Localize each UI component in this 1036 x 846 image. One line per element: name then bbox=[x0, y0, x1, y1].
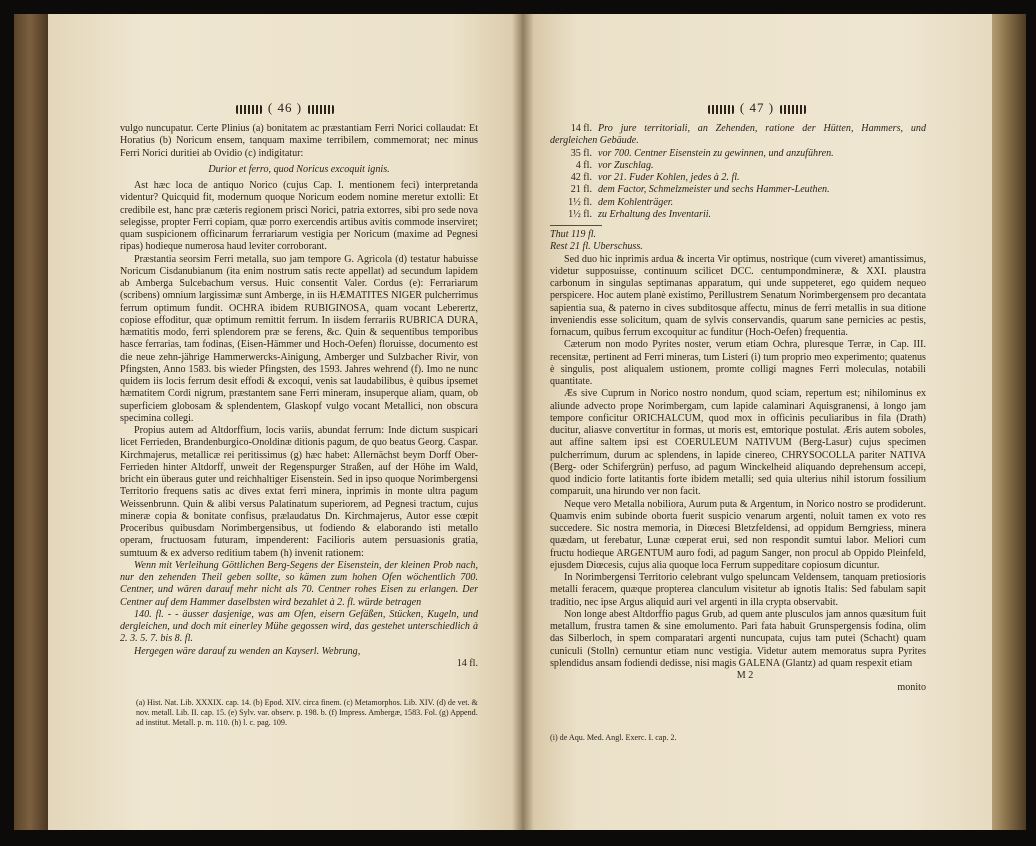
list-text: dem Kohlenträger. bbox=[598, 196, 674, 208]
book-gutter bbox=[512, 10, 534, 830]
list-amount: 42 fl. bbox=[570, 172, 592, 183]
paragraph: Ast hæc loca de antiquo Norico (cujus Cap. I. mentionem feci) interpretanda videntur? Quicquid fit, modernum quoque Noricum eodem nomine meretur extolli: Et credibile est, hanc præ cæteris regionem prisci Norici, patria extorres, sibi pro sede nova selegisse, propter Ferri copiam, quæ porro exercendis artibus avitis commode inserviret; quam suspicionem officinarum ferrariarum vestigia per Noricum (maxime ad Pegnesi ripas) hodieque numerosa haud leviter corroborant. bbox=[120, 180, 478, 253]
ornament-icon bbox=[780, 105, 806, 114]
list-item bbox=[550, 148, 926, 160]
german-quote: Hergegen wäre darauf zu wenden an Kayserl. Webrung, bbox=[134, 645, 361, 657]
list-item bbox=[550, 184, 926, 196]
paragraph: Non longe abest Altdorffio pagus Grub, ad quem ante plusculos jam annos quæsitum fuit metallum, frustra tamen & sine emolumento. Pari fata habuit Grunspergensis fodina, olim das Silberloch, in spem comparatari argenti nuncupata, cujus tam putei (Schacht) quam cuniculi (Stolln) cernuntur etiam nunc vestigia. Videtur autem memoratus supra Pyrites splendidus ansam fodiendi dedisse, nisi magis GALENA (Glantz) ad quam respexit etiam bbox=[550, 608, 926, 669]
catchword: monito bbox=[897, 682, 926, 694]
catchword: 14 fl. bbox=[456, 657, 478, 669]
list-text: vor 21. Fuder Kohlen, jedes à 2. fl. bbox=[598, 172, 740, 183]
list-item bbox=[550, 160, 926, 172]
paragraph: In Norimbergensi Territorio celebrant vulgo speluncam Veldensem, tanquam pretiosioris metalli feracem, quæque propterea clanculum visitetur ab ignotis Italis: Sed fabulam sapit traditio, nec ipse Argus aliquid auri vel argenti in illa crypta observabit. bbox=[550, 572, 926, 608]
paragraph: Æs sive Cuprum in Norico nostro nondum, quod sciam, repertum est; nihilominus ex aliunde advecto prope Norimbergam, cum lapide calaminari Aquisgranensi, à longo jam tempore conficitur ORICHALCUM, quod mox in officinis peculiaribus in fila (Drath) ducitur, aliasve convertitur in formas, ut moris est, emtorique postulat. Æris autem soboles, aut affine saltem ipsi est COERULEUM NATIVUM (Berg-Lasur) cujus specimen pulcherrimum, durum ac splendens, in lapide cinereo, CHRYSOCOLLA pariter NATIVA (Berg- oder Schifergrün) perfuso, ad pagum Winckelheid aliquando deprehensum accepi, quod indicio forte latitantis forte ibidem metalli; sed quia ulterius nihil istorum fossilium comparuit, una hirundo ver non facit. bbox=[550, 388, 926, 498]
divider bbox=[550, 225, 602, 226]
footnotes: (a) Hist. Nat. Lib. XXXIX. cap. 14. (b) Epod. XIV. circa finem. (c) Metamorphos. Lib. XIV. (d) de vet. & nov. metall. Lib. II. cap. 15. (e) Sylv. var. observ. p. 198. b. (f) Impress. Ambergæ, 1583. Fol. (g) Append. ad institut. Metall. p. m. 110. (h) l. c. pag. 109. bbox=[136, 698, 478, 727]
paragraph: Cæterum non modo Pyrites noster, verum etiam Ochra, pluresque Terræ, in Cap. III. recensitæ, pertinent ad Ferri mineras, tum Listeri (i) tum proprio meo experimento; quatenus è singulis, post aliqualem ustionem, promte colligi magnes Ferri moleculas, notabili quantitate. bbox=[550, 339, 926, 387]
total-line: Thut 119 fl. bbox=[550, 229, 597, 240]
list-amount: 21 fl. bbox=[570, 184, 592, 196]
text-column bbox=[550, 123, 926, 695]
text-column bbox=[120, 123, 478, 670]
list-item bbox=[550, 209, 926, 221]
cost-list bbox=[550, 123, 926, 254]
list-item bbox=[550, 172, 926, 184]
page-header-right bbox=[522, 100, 992, 116]
footnotes: (i) de Aqu. Med. Angl. Exerc. I. cap. 2. bbox=[550, 733, 677, 742]
list-text: dem Factor, Schmelzmeister und sechs Hammer-Leuthen. bbox=[598, 184, 830, 196]
page-header-left bbox=[48, 100, 522, 116]
paragraph: vulgo nuncupatur. Certe Plinius (a) bonitatem ac præstantiam Ferri Norici collaudat: Et Horatius (b) Noricum ensem, tanquam maxime terribilem, commemorat; nec minus Ferri Norici duritiei ab Ovidio (c) indigitatur: bbox=[120, 123, 478, 159]
list-item bbox=[550, 123, 926, 148]
paragraph: Præstantia seorsim Ferri metalla, suo jam tempore G. Agricola (d) testatur habuisse Noricum Cisdanubianum (ita enim nostrum satis recte appellat) ad secundum lapidem ab Amberga Sulcebachum versus. Huic consentit Valer. Cordus (e): Ferrariarum (scribens) omnium largissimæ sunt Amberge, in iis HÆMATITES NIGER pulcherrimus ferrum optimum fundit. OCHRA ibidem RUBIGINOSA, quam vocant Leberertz, copiose effoditur, quæ optimum remittit ferrum. In iisdem ferrariis RUBRICA DURA, hæmatitis modo, ferri splendorem præ se ferens, &c. Quin & sequentibus temporibus hasce ferrarias, tam fodinas, (Eisen-Hämmer und Hoch-Oefen) floruisse, documento est die neue zehn-jährige Hammerwercks-Ainigung, Amberger und Sulzbacher Rivir, von Pfingsten, Anno 1583. bis wieder Pfingsten, des 1593. Jahres wehrend (f). Imo ne nunc quidem iis locis ferrum desit effodi & excoqui, venis sat laudabilibus, è quibus ipsemet hæmatitem Cordi nigrum, præstantem sane Ferri mineram, insuperque aliam, quam, ob superficiem globosam & splendentem, Glaskopf vulgo vocant Metallici, non obscura specimina collegi. bbox=[120, 253, 478, 424]
paragraph: Neque vero Metalla nobiliora, Aurum puta & Argentum, in Norico nostro se prodiderunt. Quamvis enim subinde oborta fuerit suspicio venarum argenti, noluit tamen ex voto res succedere. Sic nostra memoria, in Diœcesi Bletzfeldensi, ad oppidum Berngriess, minera quædam, ut ferebatur, Lunæ cœperat erui, sed non respondit sumtui labor. Meliori cum fructu hodieque ARGENTUM auro fodi, ad pagum Sanger, non procul ab Oppido Pleinfeld, ejusdem Diœcesis, cujus alia quoque loca Ferrum suppeditare copiosum dicuntur. bbox=[550, 498, 926, 571]
left-page bbox=[48, 10, 522, 830]
german-quote: 140. fl. - - äusser dasjenige, was am Ofen, eisern Gefäßen, Stücken, Kugeln, und dergleichen, und doch mit einerley Mühe gegossen wird, das gestehet unterschiedlich à 2. 3. 5. 7. bis 8. fl. bbox=[120, 608, 478, 645]
list-amount: 1½ fl. bbox=[568, 196, 592, 208]
list-amount: 14 fl. bbox=[570, 123, 592, 134]
paragraph: Propius autem ad Altdorffium, locis variis, abundat ferrum: Inde dictum suspicari licet Ferrieden, Brandenburgico-Onoldinæ ditionis pagum, de quo beatus Georg. Caspar. Kirchmajerus, metallicæ rei peritissimus (g) hæc habet: Allernächst beym Dorff Ober-Ferrieden hinter Altdorff, unweit der Regenspurger Straßen, auf der Höhe im Wald, bricht ein überaus guter und reichhaltiger Eisenstein. Sed in ipso quoque Norimbergensi Territorio frequens satis ac dives extat ferri minera, inprimis in monte ultra pagum Weissenbrunn. Quin & alibi versus Palatinatum superiorem, ad Pegnesi tractum, cujus mineræ copia & bonitate confisus, prælaudatus Dn. Kirchmajerus, Autor esse cœpit Proceribus quibusdam Norimbergensibus, ut fodiendo & elaborando isti metallo operam, fructuosam futuram, impenderent: Facilioris autem persuasionis gratia, sumtuum & ex adverso reditium tabem (h) invenit rationem: bbox=[120, 425, 478, 559]
list-text: zu Erhaltung des Inventarii. bbox=[598, 208, 712, 220]
page-number: ( 47 ) bbox=[739, 100, 775, 115]
ornament-icon bbox=[308, 105, 334, 114]
list-text: Pro jure territoriali, an Zehenden, ratione der Hütten, Hammers, und dergleichen Gebäude. bbox=[550, 123, 926, 147]
ornament-icon bbox=[708, 105, 734, 114]
page-number: ( 46 ) bbox=[267, 100, 303, 115]
background-bottom bbox=[0, 830, 1036, 846]
list-text: vor Zuschlag. bbox=[598, 159, 654, 171]
background-top bbox=[0, 0, 1036, 14]
verse-quote: Durior et ferro, quod Noricus excoquit ignis. bbox=[208, 163, 390, 175]
list-amount: 35 fl. bbox=[570, 147, 592, 159]
rest-line: Rest 21 fl. Uberschuss. bbox=[550, 241, 643, 253]
list-item bbox=[550, 197, 926, 209]
list-text: vor 700. Centner Eisenstein zu gewinnen, und anzuführen. bbox=[598, 147, 834, 159]
ornament-icon bbox=[236, 105, 262, 114]
list-amount: 1½ fl. bbox=[568, 208, 592, 220]
signature-mark: M 2 bbox=[736, 670, 754, 681]
right-page bbox=[522, 10, 992, 830]
german-quote: Wenn mit Verleihung Göttlichen Berg-Segens der Eisenstein, der kleinen Prob nach, nur den zehenden Theil geben sollte, so kämen zum hohen Ofen wöchentlich 700. Centner, und wären darauf mehr nicht als 70. Centner rohes Eisen zu erlangen. Der Centner auf dem Hammer daselbsten wird bezahlet à 2. fl. würde betragen bbox=[120, 559, 478, 608]
list-amount: 4 fl. bbox=[575, 159, 592, 171]
paragraph: Sed duo hic inprimis ardua & incerta Vir optimus, nostrique (cum viveret) amantissimus, videtur supposuisse, continuum scilicet DCC. centumpondmineræ, & XXI. plaustra carbonum in singulas septimanas apparatum, qui unde suppeteret, ego quidem nequeo perspicere. Hoc autem planè existimo, Perillustrem Senatum Norimbergensem pro decantata sapientia sua, & paterno in cives subditosque affectu, minus de ferri metallis in sua ditione inveniendis esse solicitum, quam de sylvis conservandis, quarum sane pernicies ac pestis, fornacum, quibus ferrum excoquitur ac funditur (Hoch-Oefen) frequentia. bbox=[550, 253, 926, 338]
